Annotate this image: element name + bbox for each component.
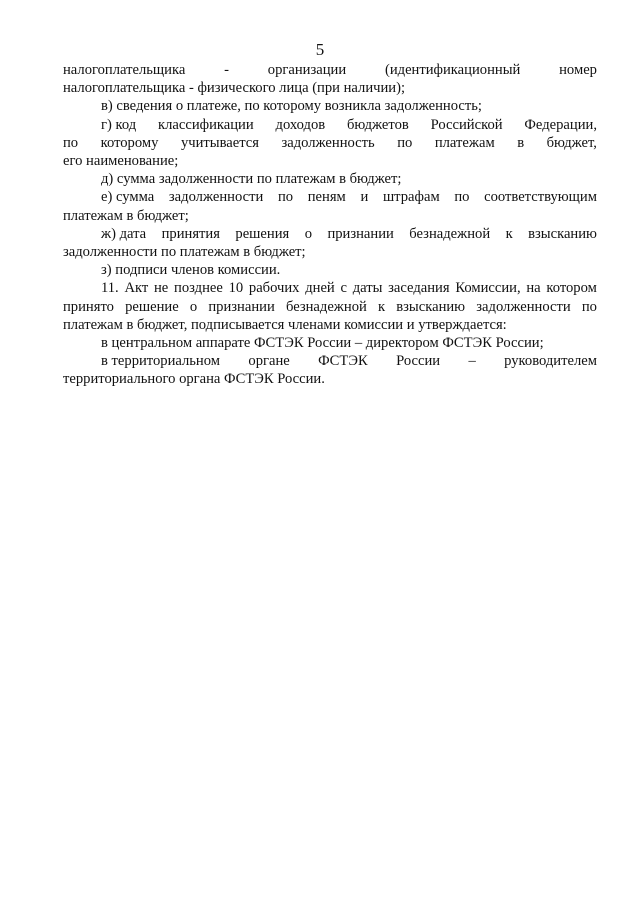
- word: соответствующим: [484, 189, 597, 206]
- word: по: [397, 134, 413, 151]
- word: о: [304, 225, 312, 242]
- word: органе: [248, 353, 290, 370]
- word: к: [505, 225, 513, 242]
- word: задолженности: [168, 189, 264, 206]
- word: безнадежной: [409, 225, 491, 242]
- word: Федерации,: [524, 116, 597, 133]
- word: ж) дата: [101, 225, 147, 242]
- list-item-z: з) подписи членов комиссии.: [101, 262, 281, 279]
- text-line: налогоплательщика - физического лица (при наличии);: [63, 80, 405, 97]
- word: с: [340, 280, 347, 297]
- word: по: [581, 298, 597, 315]
- text-line: платежам в бюджет;: [63, 207, 189, 224]
- text-line: [63, 352, 597, 370]
- word: взысканию: [396, 298, 466, 315]
- word: в территориальном: [101, 353, 220, 370]
- paragraph-11: [63, 279, 597, 297]
- list-item-zh: [63, 225, 597, 243]
- text-line: в центральном аппарате ФСТЭК России – директором ФСТЭК России;: [101, 335, 544, 352]
- word: задолженности: [476, 298, 571, 315]
- word: решение: [125, 298, 179, 315]
- word: штрафам: [382, 189, 440, 206]
- word: классификации: [158, 116, 254, 133]
- word: ФСТЭК: [318, 353, 368, 370]
- word: признании: [327, 225, 394, 242]
- word: даты: [352, 280, 383, 297]
- text-line: его наименование;: [63, 153, 179, 170]
- word: безнадежной: [285, 298, 367, 315]
- word: по: [454, 189, 470, 206]
- text-line: [63, 134, 597, 152]
- word: принятия: [161, 225, 220, 242]
- word: по: [63, 134, 79, 151]
- word: заседания: [388, 280, 450, 297]
- word: о: [189, 298, 198, 315]
- word: платежам: [434, 134, 495, 151]
- word: учитывается: [180, 134, 259, 151]
- list-item-g: [63, 116, 597, 134]
- word: пеням: [307, 189, 346, 206]
- word: признании: [208, 298, 275, 315]
- list-item-e: [63, 188, 597, 206]
- text-line: платежам в бюджет, подписывается членами комиссии и утверждается:: [63, 316, 507, 333]
- word: г) код: [101, 116, 137, 133]
- word: (идентификационный: [384, 62, 521, 78]
- word: которому: [100, 134, 159, 151]
- word: бюджетов: [347, 116, 409, 133]
- word: налогоплательщика: [63, 62, 186, 78]
- word: не: [154, 280, 169, 297]
- word: организации: [267, 62, 347, 78]
- list-item-v: в) сведения о платеже, по которому возникла задолженность;: [101, 98, 482, 115]
- word: Акт: [124, 280, 149, 297]
- word: по: [277, 189, 294, 206]
- word: принято: [63, 298, 114, 315]
- word: доходов: [275, 116, 326, 133]
- word: –: [468, 353, 476, 370]
- word: 10: [228, 280, 244, 297]
- word: в: [517, 134, 525, 151]
- word: е) сумма: [101, 189, 155, 206]
- word: дней: [305, 280, 335, 297]
- word: руководителем: [504, 353, 597, 370]
- word: Российской: [430, 116, 503, 133]
- word: и: [360, 189, 369, 206]
- word: бюджет,: [546, 134, 597, 151]
- word: 11.: [101, 280, 119, 297]
- text-line: [63, 61, 597, 79]
- word: России: [396, 353, 441, 370]
- word: взысканию: [528, 225, 597, 242]
- word: рабочих: [248, 280, 300, 297]
- word: на: [526, 280, 541, 297]
- list-item-d: д) сумма задолженности по платежам в бюджет;: [101, 171, 402, 188]
- text-line: задолженности по платежам в бюджет;: [63, 244, 306, 261]
- word: -: [224, 62, 229, 78]
- word: номер: [559, 62, 597, 78]
- word: задолженность: [281, 134, 375, 151]
- word: позднее: [174, 280, 223, 297]
- word: котором: [546, 280, 597, 297]
- word: Комиссии,: [455, 280, 521, 297]
- text-line: территориального органа ФСТЭК России.: [63, 371, 325, 388]
- page-number: 5: [315, 40, 325, 59]
- text-line: [63, 298, 597, 316]
- document-body: [63, 61, 597, 389]
- word: к: [378, 298, 386, 315]
- word: решения: [235, 225, 290, 242]
